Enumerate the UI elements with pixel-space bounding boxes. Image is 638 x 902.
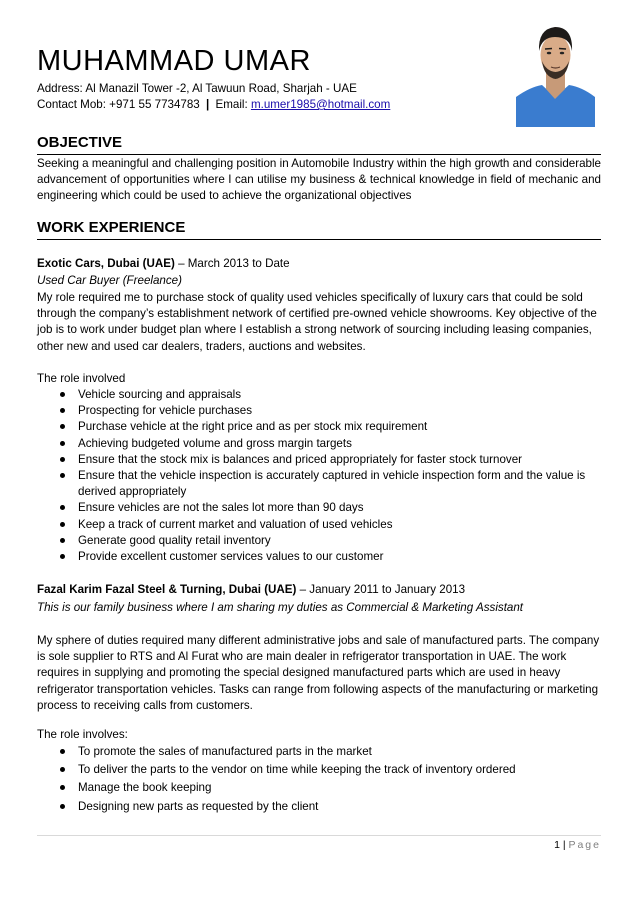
job2-role-intro: The role involves: — [37, 728, 128, 741]
work-experience-divider — [37, 239, 601, 240]
page-label: Page — [568, 839, 601, 851]
footer-divider — [37, 835, 601, 836]
email-label: Email: — [215, 98, 248, 111]
job1-role-intro: The role involved — [37, 372, 126, 385]
list-item: Prospecting for vehicle purchases — [37, 403, 601, 419]
contact-line — [37, 97, 390, 113]
bullet-icon — [60, 473, 65, 478]
work-experience-heading: WORK EXPERIENCE — [37, 219, 186, 236]
objective-heading: OBJECTIVE — [37, 134, 123, 151]
job1-dates: – March 2013 to Date — [174, 257, 290, 270]
contact-mobile: Contact Mob: +971 55 7734783 — [37, 98, 200, 111]
bullet-icon — [60, 392, 65, 397]
page-number: 1 — [554, 839, 560, 851]
bullet-icon — [60, 767, 65, 772]
job1-header — [37, 256, 290, 272]
list-item: To deliver the parts to the vendor on time while keeping the track of inventory ordered — [37, 762, 601, 778]
list-item: Keep a track of current market and valuation of used vehicles — [37, 517, 601, 533]
job1-company: Exotic Cars, Dubai (UAE) — [37, 257, 175, 270]
bullet-icon — [60, 457, 65, 462]
list-item: Generate good quality retail inventory — [37, 533, 601, 549]
address-line: Address: Al Manazil Tower -2, Al Tawuun Road, Sharjah - UAE — [37, 82, 357, 95]
bullet-icon — [60, 785, 65, 790]
page-separator: | — [559, 839, 569, 851]
job2-bullet-list — [37, 744, 601, 815]
list-item: Ensure that the vehicle inspection is accurately captured in vehicle inspection form and the value is derived appropriately — [37, 468, 601, 500]
list-item: Purchase vehicle at the right price and as per stock mix requirement — [37, 419, 601, 435]
bullet-icon — [60, 554, 65, 559]
bullet-icon — [60, 522, 65, 527]
job2-header — [37, 582, 465, 598]
list-item: Achieving budgeted volume and gross margin targets — [37, 436, 601, 452]
job1-bullet-list — [37, 387, 601, 565]
email-link[interactable]: m.umer1985@hotmail.com — [250, 98, 391, 111]
profile-photo — [516, 13, 595, 127]
list-item: Provide excellent customer services values to our customer — [37, 549, 601, 565]
job1-role: Used Car Buyer (Freelance) — [37, 274, 182, 287]
list-item: Ensure that the stock mix is balances and priced appropriately for faster stock turnover — [37, 452, 601, 468]
profile-photo-image — [516, 13, 595, 127]
list-item: Vehicle sourcing and appraisals — [37, 387, 601, 403]
job1-description: My role required me to purchase stock of quality used vehicles specifically of luxury cars that could be sold through the company’s establishment network of certified pre-owned vehicle showrooms. Key objective of the job is to work under budget plan where I establish a strong network of sourcing including leasing companies, other new and used car dealers, traders, auctions and websites. — [37, 291, 597, 353]
bullet-icon — [60, 505, 65, 510]
candidate-name: MUHAMMAD UMAR — [37, 45, 311, 77]
job2-company: Fazal Karim Fazal Steel & Turning, Dubai (UAE) — [37, 583, 297, 596]
job2-dates: – January 2011 to January 2013 — [296, 583, 466, 596]
job2-role: This is our family business where I am sharing my duties as Commercial & Marketing Assistant — [37, 601, 524, 614]
bullet-icon — [60, 424, 65, 429]
bullet-icon — [60, 804, 65, 809]
list-item: To promote the sales of manufactured parts in the market — [37, 744, 601, 760]
objective-divider — [37, 154, 601, 155]
job2-description: My sphere of duties required many different administrative jobs and sale of manufactured parts. The company is sole supplier to RTS and Al Furat who are main dealer in refrigerator transportation in UAE. The work requires in supplying and promoting the special designed manufactured parts which are used in heavy refrigerator transportation vehicles. Tasks can range from following aspects of the manufacturing or marketing process to receiving calls from customers. — [37, 634, 600, 712]
list-item: Ensure vehicles are not the sales lot more than 90 days — [37, 500, 601, 516]
bullet-icon — [60, 408, 65, 413]
page-footer — [554, 838, 601, 852]
list-item: Manage the book keeping — [37, 780, 601, 796]
objective-text: Seeking a meaningful and challenging position in Automobile Industry within the high growth and considerable advancement of opportunities where I can utilise my business & technical knowledge in field of mechanic and engineering which could be used to achieve the organizational objectives — [37, 157, 601, 203]
bullet-icon — [60, 749, 65, 754]
bullet-icon — [60, 441, 65, 446]
list-item: Designing new parts as requested by the client — [37, 799, 601, 815]
contact-separator: | — [206, 98, 210, 111]
bullet-icon — [60, 538, 65, 543]
